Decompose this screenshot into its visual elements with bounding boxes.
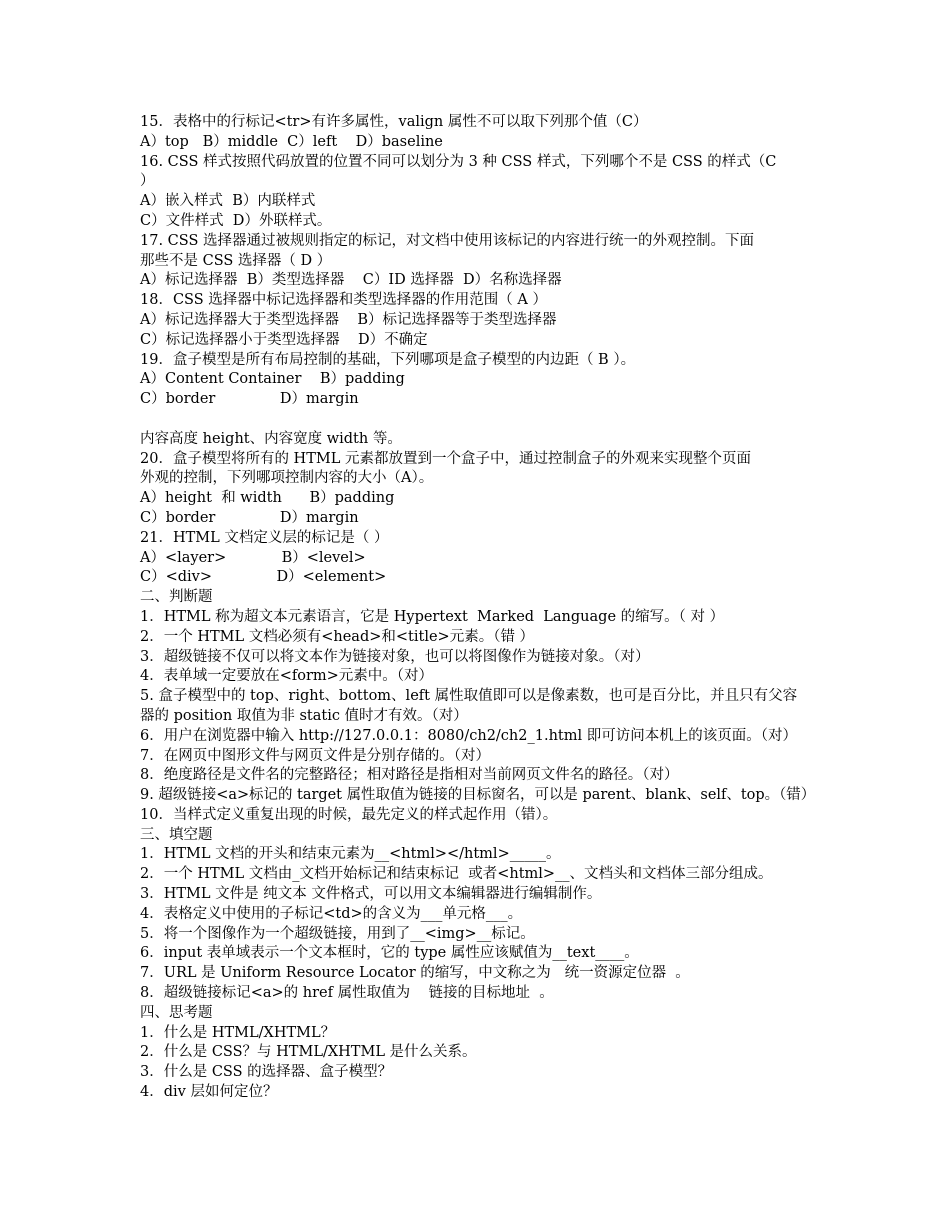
text-line: 4．div 层如何定位？ <box>140 1084 278 1101</box>
text-line: A）Content Container B）padding <box>140 371 405 388</box>
text-line: 3．超级链接不仅可以将文本作为链接对象，也可以将图像作为链接对象。（对） <box>140 648 650 665</box>
text-line: 21．HTML 文档定义层的标记是（ ） <box>140 529 389 546</box>
text-line: 10．当样式定义重复出现的时候，最先定义的样式起作用（错）。 <box>140 806 558 823</box>
text-line: 6．用户在浏览器中输入 http://127.0.0.1：8080/ch2/ch2_1.html 即可访问本机上的该页面。（对） <box>140 727 797 744</box>
text-line: 1．什么是 HTML/XHTML？ <box>140 1024 336 1041</box>
text-line: A）标记选择器大于类型选择器 B）标记选择器等于类型选择器 <box>140 311 557 328</box>
document-body <box>140 113 815 1103</box>
text-line: ） <box>140 173 155 190</box>
section-heading: 二、判断题 <box>140 589 213 606</box>
text-line: 外观的控制，下列哪项控制内容的大小（A）。 <box>140 470 434 487</box>
text-line: 17. CSS 选择器通过被规则指定的标记，对文档中使用该标记的内容进行统一的外观控制。下面 <box>140 232 754 249</box>
text-line: 8．超级链接标记<a>的 href 属性取值为 链接的目标地址 。 <box>140 985 554 1002</box>
text-line: 5. 盒子模型中的 top、right、bottom、left 属性取值即可以是像素数，也可是百分比，并且只有父容 <box>140 688 798 705</box>
text-line: A）<layer> B）<level> <box>140 549 366 566</box>
text-line: C）文件样式 D）外联样式。 <box>140 212 332 229</box>
text-line: 2．一个 HTML 文档由_文档开始标记和结束标记 或者<html>__、文档头和文档体三部分组成。 <box>140 866 773 883</box>
text-line: 3．HTML 文件是 纯文本 文件格式，可以用文本编辑器进行编辑制作。 <box>140 886 602 903</box>
text-line: A）嵌入样式 B）内联样式 <box>140 193 316 210</box>
text-line: A）height 和 width B）padding <box>140 490 395 507</box>
text-line: 5．将一个图像作为一个超级链接，用到了__<img>__标记。 <box>140 925 535 942</box>
text-line: 15．表格中的行标记<tr>有许多属性，valign 属性不可以取下列那个值（C） <box>140 114 648 130</box>
text-line: 3．什么是 CSS 的选择器、盒子模型？ <box>140 1064 393 1081</box>
text-line: 18．CSS 选择器中标记选择器和类型选择器的作用范围（ A ） <box>140 292 547 309</box>
text-line: 2．一个 HTML 文档必须有<head>和<title>元素。（错 ） <box>140 628 535 645</box>
text-line: 19．盒子模型是所有布局控制的基础，下列哪项是盒子模型的内边距（ B ）。 <box>140 351 636 368</box>
text-line: 7．URL 是 Uniform Resource Locator 的缩写，中文称之为 统一资源定位器 。 <box>140 965 690 982</box>
text-line: 1．HTML 称为超文本元素语言，它是 Hypertext Marked Language 的缩写。（ 对 ） <box>140 608 725 625</box>
text-line: C）border D）margin <box>140 391 359 408</box>
text-line: 6．input 表单域表示一个文本框时，它的 type 属性应该赋值为__text____。 <box>140 945 639 962</box>
section-heading: 四、思考题 <box>140 1004 213 1021</box>
text-line: 2．什么是 CSS？与 HTML/XHTML 是什么关系。 <box>140 1044 477 1061</box>
text-line: C）标记选择器小于类型选择器 D）不确定 <box>140 331 428 348</box>
text-line: 8．绝度路径是文件名的完整路径；相对路径是指相对当前网页文件名的路径。（对） <box>140 767 679 784</box>
text-line: C）border D）margin <box>140 509 359 526</box>
text-line: 7．在网页中图形文件与网页文件是分别存储的。（对） <box>140 747 490 764</box>
text-line: 20．盒子模型将所有的 HTML 元素都放置到一个盒子中，通过控制盒子的外观来实现整个页面 <box>140 450 751 467</box>
text-line: 器的 position 取值为非 static 值时才有效。（对） <box>140 707 468 724</box>
text-line: 1．HTML 文档的开头和结束元素为__<html></html>_____。 <box>140 846 561 863</box>
text-line: 9. 超级链接<a>标记的 target 属性取值为链接的目标窗名，可以是 parent、blank、self、top。（错） <box>140 787 816 804</box>
text-line: 内容高度 height、内容宽度 width 等。 <box>140 430 402 447</box>
text-line: 16. CSS 样式按照代码放置的位置不同可以划分为 3 种 CSS 样式，下列哪个不是 CSS 的样式（C <box>140 153 777 170</box>
text-line: 4．表格定义中使用的子标记<td>的含义为___单元格___。 <box>140 905 523 922</box>
blank-line <box>140 410 815 430</box>
text-line: 那些不是 CSS 选择器（ D ） <box>140 252 332 269</box>
text-line: A）标记选择器 B）类型选择器 C）ID 选择器 D）名称选择器 <box>140 272 562 289</box>
text-line: 4．表单域一定要放在<form>元素中。（对） <box>140 668 434 685</box>
text-line: A）top B）middle C）left D）baseline <box>140 133 443 150</box>
text-line: C）<div> D）<element> <box>140 569 387 586</box>
section-heading: 三、填空题 <box>140 826 213 843</box>
